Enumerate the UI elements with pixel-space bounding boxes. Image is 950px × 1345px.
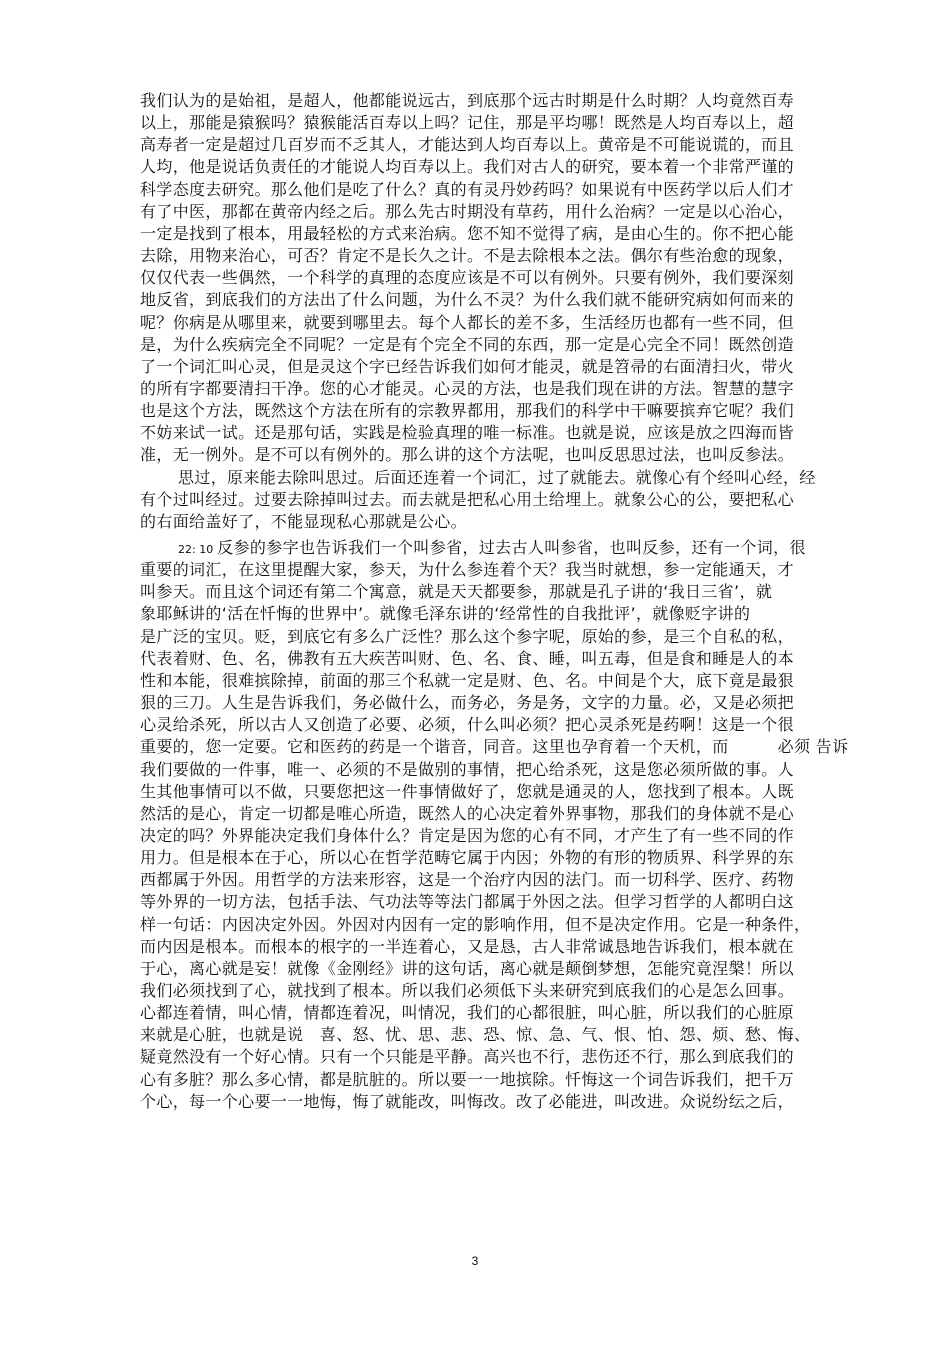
text-line [140,312,900,333]
line-text: 人均，他是说话负责任的才能说人均百寿以上。我们对古人的研究，要本着一个非常严谨的 [140,157,795,177]
text-line [140,422,900,443]
text-line [140,803,900,824]
text-line [178,467,938,488]
line-text: 不妨来试一试。还是那句话，实践是检验真理的唯一标准。也就是说，应该是放之四海而皆 [140,423,795,443]
line-text: 重要的词汇，在这里提醒大家，参天，为什么参连着个天？我当时就想，参一定能通天，才 [140,560,795,580]
line-text: 仅仅代表一些偶然，一个科学的真理的态度应该是不可以有例外。只要有例外，我们要深刻 [140,268,795,288]
line-text: 以上，那能是猿猴吗？猿猴能活百寿以上吗？记住，那是平均哪！既然是人均百寿以上，超 [140,113,795,133]
text-line [178,537,938,560]
line-text: 狠的三刀。人生是告诉我们，务必做什么，而务必，务是务，文字的力量。必，又是必须把 [140,693,795,713]
line-text: 然活的是心，肯定一切都是唯心所造，既然人的心决定着外界事物，那我们的身体就不是心 [140,803,795,823]
line-text: 有个过叫经过。过要去除掉叫过去。而去就是把私心用土给埋上。就象公心的公，要把私心 [140,489,795,509]
text-line [140,356,900,377]
text-line [140,489,900,510]
line-text: 生其他事情可以不做，只要您把这一件事情做好了，您就是通灵的人，您找到了根本。人既 [140,781,795,801]
text-line [140,156,900,177]
text-line [140,400,900,421]
text-line [140,692,900,713]
line-text: 有了中医，那都在黄帝内经之后。那么先古时期没有草药，用什么治病？一定是以心治心， [140,201,795,221]
line-text: 心灵给杀死，所以古人又创造了必要、必须，什么叫必须？把心灵杀死是药啊！这是一个很 [140,715,795,735]
line-text: 一定是找到了根本，用最轻松的方式来治病。您不知不觉得了病，是由心生的。你不把心能 [140,223,795,243]
line-text: 思过，原来能去除叫思过。后面还连着一个词汇，过了就能去。就像心有个经叫心经，经 [178,467,816,487]
text-line [140,289,900,310]
line-text: 而内因是根本。而根本的根字的一半连着心，又是恳，古人非常诚恳地告诉我们，根本就在 [140,936,795,956]
text-line [140,670,900,691]
line-text: 的右面给盖好了，不能显现私心那就是公心。 [140,511,468,531]
line-text: 是，为什么疾病完全不同呢？一定是有个完全不同的东西，那一定是心完全不同！既然创造 [140,334,795,354]
text-line [140,201,900,222]
line-text: 性和本能，很难摈除掉，前面的那三个私就一定是财、色、名。中间是个大，底下竟是最狠 [140,670,795,690]
line-text: 地反省，到底我们的方法出了什么问题，为什么不灵？为什么我们就不能研究病如何而来的 [140,290,795,310]
text-line [140,90,900,111]
line-text: 心有多脏？那么多心情，都是肮脏的。所以要一一地摈除。忏悔这一个词告诉我们，把千万 [140,1069,795,1089]
text-line [140,1002,900,1023]
text-line [140,914,900,935]
line-text: 决定的吗？外界能决定我们身体什么？肯定是因为您的心有不同，才产生了有一些不同的作 [140,825,795,845]
text-line [140,334,900,355]
page-number: 3 [471,1254,479,1268]
text-line [140,603,900,624]
line-text: 等外界的一切方法，包括手法、气功法等等法门都属于外因之法。但学习哲学的人都明白这 [140,892,795,912]
line-text: 科学态度去研究。那么他们是吃了什么？真的有灵丹妙药吗？如果说有中医药学以后人们才 [140,179,795,199]
line-text: 去除，用物来治心，可否？肯定不是长久之计。不是去除根本之法。偶尔有些治愈的现象， [140,246,795,266]
line-text: 高寿者一定是超过几百岁而不乏其人，才能达到人均百寿以上。黄帝是不可能说谎的，而且 [140,135,795,155]
text-line [140,936,900,957]
text-line [140,781,900,802]
text-line [140,112,900,133]
line-text: 准，无一例外。是不可以有例外的。那么讲的这个方法呢，也叫反思思过法，也叫反参法。 [140,445,795,465]
line-text: 的所有字都要清扫干净。您的心才能灵。心灵的方法，也是我们现在讲的方法。智慧的慧字 [140,378,795,398]
line-text: 代表着财、色、名，佛教有五大疾苦叫财、色、名、食、睡，叫五毒，但是食和睡是人的本 [140,648,795,668]
line-text: 心都连着情，叫心情，情都连着况，叫情况，我们的心都很脏，叫心脏，所以我们的心脏原 [140,1003,795,1023]
text-line [140,869,900,890]
line-text: 叫参天。而且这个词还有第二个寓意，就是天天都要参，那就是孔子讲的‘我日三省’，就 [140,582,773,602]
text-line [140,511,900,532]
line-text: 西都属于外因。用哲学的方法来形容，这是一个治疗内因的法门。而一切科学、医疗、药物 [140,870,795,890]
timestamp: 22: 10 [178,543,214,556]
text-line [140,179,900,200]
line-text: 用力。但是根本在于心，所以心在哲学范畴它属于内因；外物的有形的物质界、科学界的东 [140,848,795,868]
line-text: 于心，离心就是妄！就像《金刚经》讲的这句话，离心就是颠倒梦想，怎能究竟涅槃！所以 [140,958,795,978]
text-line [140,736,900,757]
line-text: 个心，每一个心要一一地悔，悔了就能改，叫悔改。改了必能进，叫改进。众说纷纭之后， [140,1091,795,1111]
line-text: 来就是心脏，也就是说 喜、怒、忧、思、悲、恐、惊、急、气、恨、怕、怨、烦、愁、悔、 [140,1025,811,1045]
text-line [140,444,900,465]
text-line [140,980,900,1001]
text-line [140,1091,900,1112]
line-text: 疑竟然没有一个好心情。只有一个只能是平静。高兴也不行，悲伤还不行，那么到底我们的 [140,1047,795,1067]
line-text: 我们必须找到了心，就找到了根本。所以我们必须低下头来研究到底我们的心是怎么回事。 [140,981,795,1000]
text-line [140,626,900,647]
text-line [140,1046,900,1067]
text-line [140,891,900,912]
line-text: 我们认为的是始祖，是超人，他都能说远古，到底那个远古时期是什么时期？人均竟然百寿 [140,91,795,110]
line-text: 了一个词汇叫心灵，但是灵这个字已经告诉我们如何才能灵，就是笤帚的右面清扫火，带火 [140,356,795,376]
text-line [140,714,900,735]
text-line [140,223,900,244]
line-text: 我们要做的一件事，唯一、必须的不是做别的事情，把心给杀死，这是您必须所做的事。人 [140,759,795,779]
text-line [140,958,900,979]
text-line [140,378,900,399]
text-line [140,245,900,266]
line-text: 重要的，您一定要。它和医药的药是一个谐音，同音。这里也孕育着一个天机，而 必须 告诉 [140,737,849,757]
text-line [140,648,900,669]
line-text: 呢？你病是从哪里来，就要到哪里去。每个人都长的差不多，生活经历也都有一些不同，但 [140,312,795,332]
text-line [140,759,900,780]
text-line [140,1069,900,1090]
text-line [140,559,900,580]
line-text: 也是这个方法，既然这个方法在所有的宗教界都用，那我们的科学中干嘛要摈弃它呢？我们 [140,401,795,421]
text-line [140,581,900,602]
line-text: 是广泛的宝贝。贬，到底它有多么广泛性？那么这个参字呢，原始的参，是三个自私的私， [140,626,795,646]
text-line [140,1024,900,1045]
line-text: 样一句话：内因决定外因。外因对内因有一定的影响作用，但不是决定作用。它是一种条件， [140,914,811,934]
line-text: 反参的参字也告诉我们一个叫参省，过去古人叫参省，也叫反参，还有一个词，很 [217,538,806,557]
text-line [140,847,900,868]
text-line [140,267,900,288]
text-line [140,134,900,155]
line-text: 象耶稣讲的‘活在忏悔的世界中’。就像毛泽东讲的‘经常性的自我批评’，就像贬字讲的 [140,604,751,624]
text-line [140,825,900,846]
